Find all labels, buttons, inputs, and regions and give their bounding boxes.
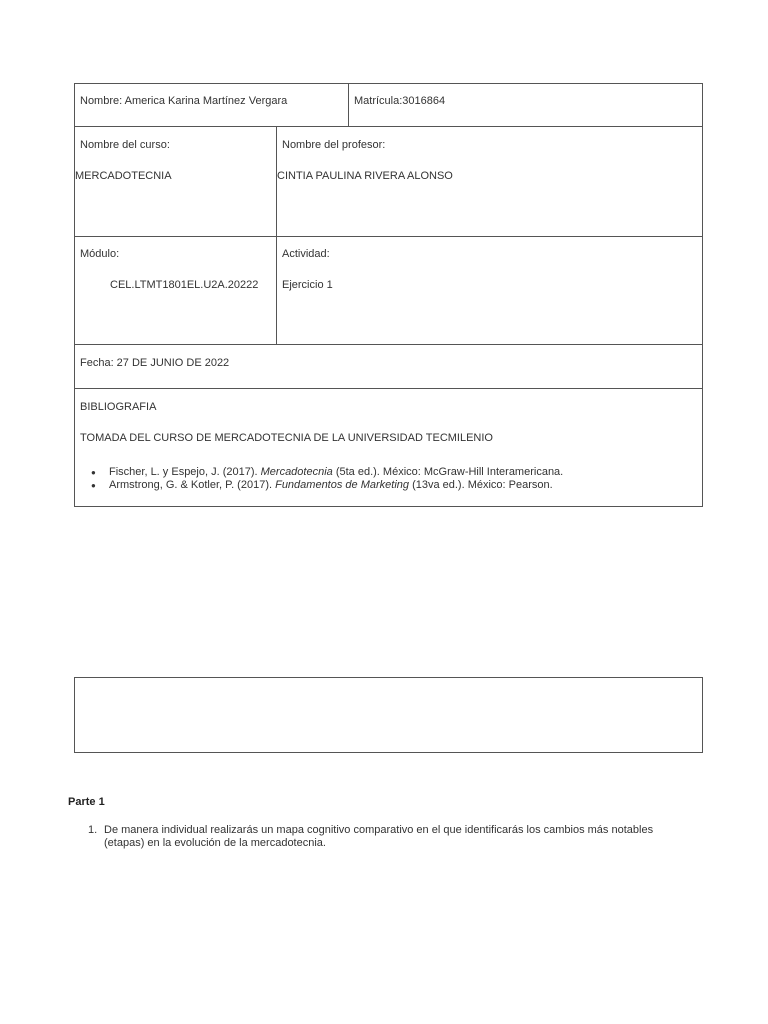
date: Fecha: 27 DE JUNIO DE 2022	[80, 357, 230, 369]
reference-item: Fischer, L. y Espejo, J. (2017). Mercadotecnia (5ta ed.). México: McGraw-Hill Interamericana.	[109, 466, 564, 478]
instruction-line: De manera individual realizarás un mapa cognitivo comparativo en el que identificarás los cambios más notables	[104, 824, 654, 836]
module-label: Módulo:	[80, 248, 120, 260]
row-divider	[74, 388, 703, 389]
reference-item: Armstrong, G. & Kotler, P. (2017). Fundamentos de Marketing (13va ed.). México: Pearson.	[109, 479, 553, 491]
bullet-icon: ●	[91, 481, 96, 490]
instruction-line: (etapas) en la evolución de la mercadotecnia.	[104, 837, 326, 849]
student-id: Matrícula:3016864	[354, 95, 446, 107]
empty-box	[74, 677, 703, 753]
activity-value: Ejercicio 1	[282, 279, 333, 291]
bibliography-label: BIBLIOGRAFIA	[80, 401, 157, 413]
col-divider	[276, 126, 277, 345]
row-divider	[74, 236, 703, 237]
row-divider	[74, 344, 703, 345]
professor-label: Nombre del profesor:	[282, 139, 386, 151]
bibliography-source: TOMADA DEL CURSO DE MERCADOTECNIA DE LA UNIVERSIDAD TECMILENIO	[80, 432, 493, 444]
bullet-icon: ●	[91, 468, 96, 477]
col-divider	[348, 83, 349, 127]
activity-label: Actividad:	[282, 248, 330, 260]
student-name: Nombre: America Karina Martínez Vergara	[80, 95, 288, 107]
module-value: CEL.LTMT1801EL.U2A.20222	[110, 279, 259, 291]
list-number: 1.	[88, 824, 98, 836]
part-heading: Parte 1	[68, 796, 105, 808]
row-divider	[74, 126, 703, 127]
professor-value: CINTIA PAULINA RIVERA ALONSO	[277, 170, 453, 182]
course-label: Nombre del curso:	[80, 139, 170, 151]
course-value: MERCADOTECNIA	[75, 170, 172, 182]
